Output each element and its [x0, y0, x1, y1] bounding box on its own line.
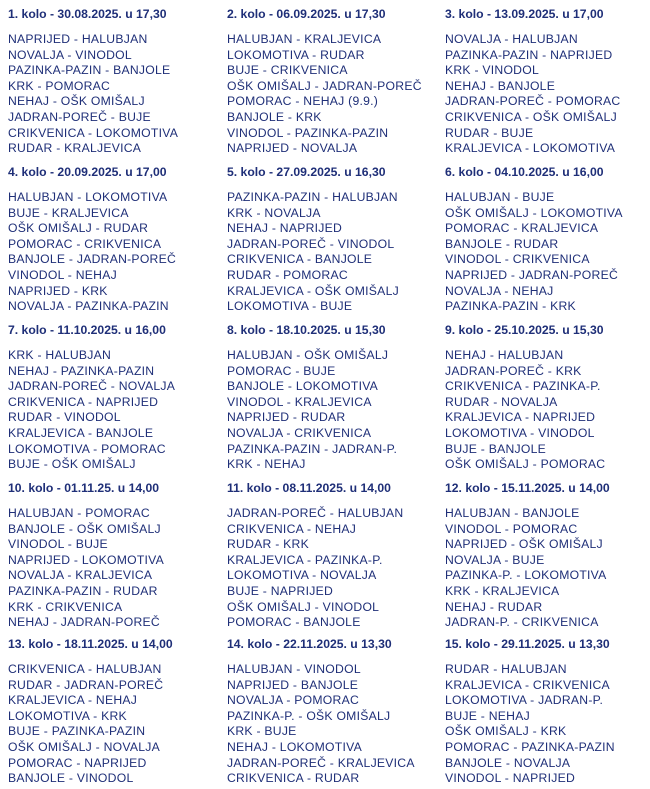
round-title: 5. kolo - 27.09.2025. u 16,30	[227, 165, 386, 179]
match: PAZINKA-PAZIN - KRK	[445, 299, 576, 314]
match: PAZINKA-PAZIN - RUDAR	[8, 583, 158, 598]
match: NEHAJ - LOKOMOTIVA	[227, 739, 362, 754]
match: CRIKVENICA - NAPRIJED	[8, 394, 159, 409]
match: BUJE - NEHAJ	[445, 708, 530, 723]
match: NEHAJ - RUDAR	[445, 599, 543, 614]
round-title: 4. kolo - 20.09.2025. u 17,00	[8, 165, 167, 179]
match: OŠK OMIŠALJ - KRK	[445, 724, 567, 739]
match: BANJOLE - RUDAR	[445, 236, 559, 251]
match: LOKOMOTIVA - KRK	[8, 708, 127, 723]
match: CRIKVENICA - PAZINKA-P.	[445, 379, 601, 394]
match: CRIKVENICA - HALUBJAN	[8, 662, 162, 676]
match: KRK - NEHAJ	[227, 457, 306, 472]
round-13	[8, 636, 223, 787]
match: KRALJEVICA - PAZINKA-P.	[227, 552, 383, 567]
match: NAPRIJED - KRK	[8, 283, 108, 298]
match: RUDAR - KRALJEVICA	[8, 141, 142, 156]
match: BUJE - PAZINKA-PAZIN	[8, 724, 146, 739]
match: NAPRIJED - NOVALJA	[227, 141, 358, 156]
match: PAZINKA-P. - LOKOMOTIVA	[445, 568, 607, 583]
round-title: 6. kolo - 04.10.2025. u 16,00	[445, 165, 604, 179]
match: POMORAC - NEHAJ (9.9.)	[227, 94, 379, 109]
match: POMORAC - PAZINKA-PAZIN	[445, 739, 615, 754]
match: RUDAR - VINODOL	[8, 410, 121, 425]
match: VINODOL - BUJE	[8, 537, 108, 552]
round-title: 13. kolo - 18.11.2025. u 14,00	[8, 637, 173, 651]
match: NEHAJ - JADRAN-POREČ	[8, 615, 160, 630]
match: KRALJEVICA - NAPRIJED	[445, 410, 596, 425]
match: BANJOLE - VINODOL	[8, 771, 134, 786]
round-7	[8, 322, 223, 473]
match: VINODOL - NAPRIJED	[445, 771, 576, 786]
match: NEHAJ - OŠK OMIŠALJ	[8, 94, 145, 109]
match: POMORAC - BANJOLE	[227, 615, 361, 630]
match: CRIKVENICA - RUDAR	[227, 771, 360, 786]
round-title: 1. kolo - 30.08.2025. u 17,30	[8, 7, 167, 21]
match: OŠK OMIŠALJ - RUDAR	[8, 221, 149, 236]
match: BANJOLE - KRK	[227, 109, 322, 124]
match: KRALJEVICA - NEHAJ	[8, 693, 138, 708]
match: PAZINKA-PAZIN - NAPRIJED	[445, 47, 613, 62]
match: HALUBJAN - LOKOMOTIVA	[8, 190, 168, 204]
round-10	[8, 480, 223, 631]
match: BUJE - OŠK OMIŠALJ	[8, 457, 136, 472]
match: BUJE - CRIKVENICA	[227, 63, 348, 78]
match: KRALJEVICA - OŠK OMIŠALJ	[227, 283, 399, 298]
match: POMORAC - KRALJEVICA	[445, 221, 599, 236]
round-5	[227, 164, 442, 315]
match: HALUBJAN - POMORAC	[8, 506, 150, 520]
round-title: 10. kolo - 01.11.25. u 14,00	[8, 481, 160, 495]
match: LOKOMOTIVA - NOVALJA	[227, 568, 377, 583]
round-15	[445, 636, 650, 787]
match: CRIKVENICA - BANJOLE	[227, 252, 373, 267]
match: KRK - KRALJEVICA	[445, 583, 560, 598]
match: NOVALJA - KRALJEVICA	[8, 568, 153, 583]
match: VINODOL - CRIKVENICA	[445, 252, 590, 267]
match: PAZINKA-PAZIN - HALUBJAN	[227, 190, 398, 204]
match: KRK - HALUBJAN	[8, 348, 112, 362]
match: NEHAJ - HALUBJAN	[445, 348, 564, 362]
match: VINODOL - NEHAJ	[8, 267, 117, 282]
round-4	[8, 164, 223, 315]
match: OŠK OMIŠALJ - JADRAN-POREČ	[227, 78, 422, 93]
match: KRALJEVICA - CRIKVENICA	[445, 677, 610, 692]
match: POMORAC - NAPRIJED	[8, 755, 147, 770]
match: OŠK OMIŠALJ - VINODOL	[227, 599, 380, 614]
match: RUDAR - HALUBJAN	[445, 662, 567, 676]
match: BANJOLE - OŠK OMIŠALJ	[8, 521, 161, 536]
match: PAZINKA-PAZIN - BANJOLE	[8, 63, 171, 78]
match: KRK - CRIKVENICA	[8, 599, 123, 614]
match: BANJOLE - JADRAN-POREČ	[8, 252, 177, 267]
match: NOVALJA - BUJE	[445, 552, 545, 567]
match: CRIKVENICA - LOKOMOTIVA	[8, 125, 179, 140]
match: LOKOMOTIVA - JADRAN-P.	[445, 693, 604, 708]
match: OŠK OMIŠALJ - NOVALJA	[8, 739, 160, 754]
match: POMORAC - CRIKVENICA	[8, 236, 162, 251]
round-title: 11. kolo - 08.11.2025. u 14,00	[227, 481, 391, 495]
match: NOVALJA - HALUBJAN	[445, 32, 578, 46]
match: BANJOLE - LOKOMOTIVA	[227, 379, 379, 394]
match: JADRAN-POREČ - KRALJEVICA	[227, 755, 415, 770]
match: NEHAJ - PAZINKA-PAZIN	[8, 363, 155, 378]
match: PAZINKA-PAZIN - JADRAN-P.	[227, 441, 398, 456]
match: HALUBJAN - BUJE	[445, 190, 555, 204]
match: JADRAN-POREČ - HALUBJAN	[227, 506, 404, 520]
match: POMORAC - BUJE	[227, 363, 336, 378]
round-1	[8, 6, 223, 157]
round-12	[445, 480, 650, 631]
match: JADRAN-POREČ - BUJE	[8, 109, 151, 124]
match: JADRAN-POREČ - KRK	[445, 363, 582, 378]
round-title: 14. kolo - 22.11.2025. u 13,30	[227, 637, 392, 651]
match: KRK - NOVALJA	[227, 205, 321, 220]
match: VINODOL - PAZINKA-PAZIN	[227, 125, 389, 140]
match: NOVALJA - NEHAJ	[445, 283, 554, 298]
match: NEHAJ - BANJOLE	[445, 78, 556, 93]
match: PAZINKA-P. - OŠK OMIŠALJ	[227, 708, 391, 723]
round-title: 8. kolo - 18.10.2025. u 15,30	[227, 323, 386, 337]
match: VINODOL - KRALJEVICA	[227, 394, 372, 409]
match: KRK - POMORAC	[8, 78, 111, 93]
match: JADRAN-P. - CRIKVENICA	[445, 615, 599, 630]
match: NAPRIJED - JADRAN-POREČ	[445, 267, 619, 282]
match: LOKOMOTIVA - VINODOL	[445, 425, 595, 440]
match: NOVALJA - VINODOL	[8, 47, 132, 62]
match: OŠK OMIŠALJ - LOKOMOTIVA	[445, 205, 623, 220]
match: NOVALJA - CRIKVENICA	[227, 425, 372, 440]
match: BANJOLE - NOVALJA	[445, 755, 571, 770]
match: HALUBJAN - BANJOLE	[445, 506, 580, 520]
match: NAPRIJED - LOKOMOTIVA	[8, 552, 165, 567]
round-6	[445, 164, 650, 315]
round-title: 2. kolo - 06.09.2025. u 17,30	[227, 7, 386, 21]
round-14	[227, 636, 442, 787]
match: NAPRIJED - HALUBJAN	[8, 32, 148, 46]
match: LOKOMOTIVA - RUDAR	[227, 47, 365, 62]
match: CRIKVENICA - NEHAJ	[227, 521, 357, 536]
match: BUJE - BANJOLE	[445, 441, 547, 456]
match: JADRAN-POREČ - VINODOL	[227, 236, 395, 251]
round-title: 15. kolo - 29.11.2025. u 13,30	[445, 637, 610, 651]
match: NOVALJA - POMORAC	[227, 693, 360, 708]
round-title: 12. kolo - 15.11.2025. u 14,00	[445, 481, 610, 495]
match: RUDAR - POMORAC	[227, 267, 348, 282]
match: HALUBJAN - OŠK OMIŠALJ	[227, 348, 389, 362]
round-title: 3. kolo - 13.09.2025. u 17,00	[445, 7, 604, 21]
round-2	[227, 6, 442, 157]
round-3	[445, 6, 650, 157]
match: RUDAR - BUJE	[445, 125, 534, 140]
match: RUDAR - NOVALJA	[445, 394, 558, 409]
match: LOKOMOTIVA - POMORAC	[8, 441, 166, 456]
round-11	[227, 480, 442, 631]
match: LOKOMOTIVA - BUJE	[227, 299, 353, 314]
match: BUJE - KRALJEVICA	[8, 205, 129, 220]
match: VINODOL - POMORAC	[445, 521, 578, 536]
round-9	[445, 322, 650, 473]
match: NEHAJ - NAPRIJED	[227, 221, 343, 236]
match: CRIKVENICA - OŠK OMIŠALJ	[445, 109, 617, 124]
round-title: 9. kolo - 25.10.2025. u 15,30	[445, 323, 604, 337]
match: NAPRIJED - BANJOLE	[227, 677, 359, 692]
match: NAPRIJED - OŠK OMIŠALJ	[445, 537, 603, 552]
match: JADRAN-POREČ - POMORAC	[445, 94, 621, 109]
match: NAPRIJED - RUDAR	[227, 410, 346, 425]
match: BUJE - NAPRIJED	[227, 583, 334, 598]
match: RUDAR - KRK	[227, 537, 309, 552]
match: HALUBJAN - VINODOL	[227, 662, 361, 676]
match: KRK - VINODOL	[445, 63, 539, 78]
match: KRALJEVICA - LOKOMOTIVA	[445, 141, 616, 156]
match: OŠK OMIŠALJ - POMORAC	[445, 457, 606, 472]
match: KRALJEVICA - BANJOLE	[8, 425, 154, 440]
match: RUDAR - JADRAN-POREČ	[8, 677, 164, 692]
match: KRK - BUJE	[227, 724, 297, 739]
match: JADRAN-POREČ - NOVALJA	[8, 379, 176, 394]
match: HALUBJAN - KRALJEVICA	[227, 32, 382, 46]
round-title: 7. kolo - 11.10.2025. u 16,00	[8, 323, 166, 337]
round-8	[227, 322, 442, 473]
match: NOVALJA - PAZINKA-PAZIN	[8, 299, 169, 314]
